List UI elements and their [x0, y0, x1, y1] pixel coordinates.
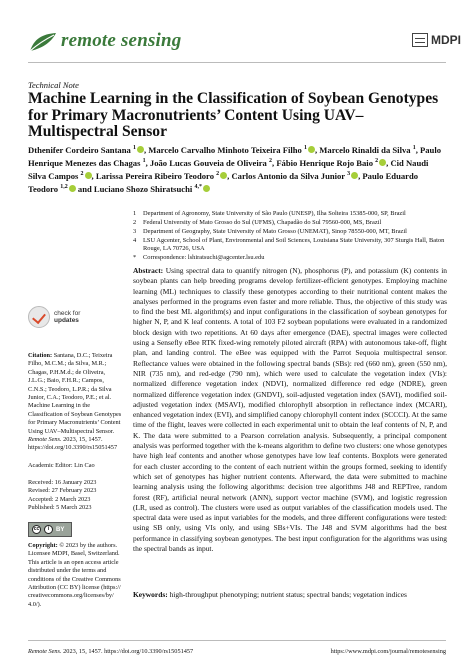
author-affiliation-mark: 1 [142, 158, 146, 165]
author-name: Marcelo Carvalho Minhoto Teixeira Filho [148, 144, 302, 155]
footer-doi-link[interactable]: 2023, 15, 1457. https://doi.org/10.3390/rs15051457 [63, 648, 194, 655]
author-name: Marcelo Rinaldi da Silva [319, 144, 411, 155]
header-rule [28, 62, 446, 63]
author-affiliation-mark: 1 [303, 145, 307, 151]
affiliation-text: Federal University of Mato Grosso do Sul (UFMS), Chapadão do Sul 79560-000, MS, Brazil [143, 219, 382, 226]
revised-date: 27 February 2023 [51, 487, 97, 495]
published-date: 5 March 2023 [56, 504, 92, 512]
check-for-updates-button[interactable] [28, 306, 80, 328]
check-updates-line2: updates [54, 317, 79, 324]
mdpi-icon [412, 33, 428, 47]
affiliation-number: 3 [133, 228, 137, 235]
affiliation-number: * [133, 254, 137, 261]
author-name: Dthenifer Cordeiro Santana [28, 144, 131, 155]
abstract [133, 266, 447, 554]
footer-rule [28, 640, 446, 641]
editor-name: Lin Cao [74, 462, 95, 469]
citation-journal: Remote Sens. [28, 436, 62, 444]
keywords [133, 590, 447, 600]
author-list: Dthenifer Cordeiro Santana $^1$ , Marcelo Carvalho Minhoto Teixeira Filho $^1$ , Marcelo Rinaldi da Silva $^1$, Paulo Henrique Menezes das Chagas $^1$, João Lucas Gouveia de Oliveira $^2$, Fábio Henrique Rojo Baio $^2$ , Cid Naudi Silva Campos $^2$ , Larissa Pereira Ribeiro Teodoro $^2$ , Carlos Antonio da Silva Junior $^3$ , Paulo Eduardo Teodoro $^{1,2}$ and Luciano Shozo Shiratsuchi $^{4,*}$ [28, 144, 442, 195]
orcid-icon[interactable] [203, 185, 210, 192]
citation-text: Santana, D.C.; Teixeira Filho, M.C.M.; da Silva, M.R.; Chagas, P.H.M.d.; de Oliveira, J.L.G.; Baio, F.H.R.; Campos, C.N.S.; Teodoro, L.P.R.; da Silva Junior, C.A.; Teodoro, P.E.; et al. Machine Learning in the Classification of Soybean Genotypes for Primary Macronutrients’ Content Using UAV–Multispectral Sensor. [28, 352, 122, 435]
orcid-icon[interactable] [308, 146, 315, 153]
journal-name: remote sensing [61, 30, 182, 51]
author-name: Luciano Shozo Shiratsuchi [93, 184, 193, 195]
author-affiliation-mark: 3 [347, 171, 351, 178]
author-affiliation-mark: 2 [216, 171, 220, 178]
orcid-icon[interactable] [379, 159, 386, 166]
author-name: João Lucas Gouveia de Oliveira [149, 158, 267, 169]
orcid-icon[interactable] [69, 185, 76, 192]
keywords-label: Keywords: [133, 590, 168, 599]
journal-logo-icon [28, 31, 58, 53]
received-date: 16 January 2023 [54, 479, 97, 486]
cc-icon: cc [33, 526, 40, 532]
orcid-icon[interactable] [220, 172, 227, 179]
accepted-date: 2 March 2023 [55, 495, 91, 503]
author-name: Fábio Henrique Rojo Baio [276, 158, 373, 169]
copyright-label: Copyright: [28, 542, 58, 549]
copyright-block [28, 542, 122, 609]
citation-doi-link[interactable]: 2023, 15, 1457. https://doi.org/10.3390/rs15051457 [28, 436, 118, 452]
affiliation-text: Department of Geography, State University of Mato Grosso (UNEMAT), Sinop 78550-000, MT, Brazil [143, 228, 407, 235]
author-name: Cid Naudi Silva Campos [28, 158, 429, 182]
keywords-text: high-throughput phenotyping; nutrient status; spectral bands; vegetation indices [169, 590, 407, 599]
footer-journal: Remote Sens. [28, 648, 62, 655]
history-dates: Received: 16 January 2023 Revised: 27 February 2023 Accepted: 2 March 2023 Published: 5 March 2023 [28, 479, 97, 512]
page-footer [28, 648, 446, 655]
affiliation-text: Correspondence: lshiratsuchi@agcenter.lsu.edu [143, 254, 265, 261]
citation-label: Citation: [28, 352, 53, 359]
footer-journal-link[interactable]: https://www.mdpi.com/journal/remotesensing [330, 648, 446, 655]
affiliation-item [133, 237, 451, 253]
check-updates-line1: check for [54, 309, 81, 317]
author-affiliation-mark: 2 [375, 158, 379, 165]
author-affiliation-mark: 1 [412, 145, 416, 151]
author-name: Paulo Henrique Menezes das Chagas [28, 144, 442, 169]
article-type: Technical Note [28, 80, 79, 90]
copyright-text: © 2023 by the authors. Licensee MDPI, Basel, Switzerland. This article is an open access article distributed under the terms and conditions of the Creative Commons Attribution (CC BY) license (https:// creativecommons.org/licenses/by/ 4.0/). [28, 542, 121, 608]
author-name: Paulo Eduardo Teodoro [28, 171, 419, 195]
affiliation-text: LSU Agcenter, School of Plant, Environmental and Soil Sciences, Louisiana State University, 307 Sturgis Hall, Baton Rouge, LA 70726, USA [143, 237, 445, 253]
attribution-icon: i [44, 525, 53, 534]
abstract-label: Abstract: [133, 266, 164, 275]
author-affiliation-mark: 1,2 [60, 184, 68, 191]
orcid-icon[interactable] [137, 146, 144, 153]
citation-block [28, 352, 122, 453]
affiliation-item [133, 210, 451, 218]
affiliation-number: 1 [133, 210, 137, 217]
affiliation-text: Department of Agronomy, State University of São Paulo (UNESP), Ilha Solteira 15385-000, SP, Brazil [143, 210, 406, 217]
affiliation-item [133, 219, 451, 227]
orcid-icon[interactable] [351, 172, 358, 179]
article-title: Machine Learning in the Classification of Soybean Genotypes for Primary Macronutrients’ Content Using UAV–Multispectral Sensor [28, 90, 439, 140]
author-name: Larissa Pereira Ribeiro Teodoro [95, 171, 215, 182]
author-affiliation-mark: 2 [80, 171, 84, 178]
affiliation-number: 4 [133, 237, 137, 244]
author-name: Carlos Antonio da Silva Junior [231, 171, 345, 182]
academic-editor: Academic Editor: Lin Cao [28, 462, 95, 469]
author-affiliation-mark: 1 [132, 145, 136, 151]
cc-by-license-badge[interactable]: cc i BY [28, 522, 72, 537]
publisher-logo: MDPI [412, 33, 461, 47]
affiliation-item [133, 254, 451, 262]
author-affiliation-mark: 4,* [194, 184, 202, 191]
abstract-text: Using spectral data to quantify nitrogen (N), phosphorus (P), and potassium (K) contents in soybean plants can help breeding programs develop fertilizer-efficient genotypes. Employing machine learning (ML) techniques to classify these genotypes according to their nutritional content makes the analyses performed in the programs even faster and more reliable. Thus, the objective of this study was to find the best ML algorithm(s) and input configurations in the classification of soybean genotypes for higher N, P, and K leaf contents. A total of 103 F2 soybean populations were evaluated in a randomized block design with two repetitions. At 60 days after emergence (DAE), spectral images were collected using a Sensefly eBee RTK fixed-wing remotely piloted aircraft (RPA) with autonomous take-off, flight plan, and landing control. The eBee was equipped with the Parrot Sequoia multispectral sensor. Reflectance values were obtained in the following spectral bands (SBs): red (660 nm), green (550 nm), NIR (735 nm), and red-edge (790 nm), which were used to calculate the vegetation index (VIs): normalized difference vegetation index (NDVI), normalized difference red edge (NDRE), green normalized difference vegetation index (GNDVI), soil-adjusted vegetation index (SAVI), modified soil-adjusted vegetation index (MSAVI), modified chlorophyll absorption in reflectance index (MCARI), enhanced vegetation index (EVI), and simplified canopy chlorophyll content index (SCCCI). At the same time of the flight, leaves were collected in each experimental unit to obtain the leaf contents of N, P, and K. The data were submitted to a Pearson correlation analysis. Subsequently, a principal component analysis was performed together with the k-means algorithm to define two clusters: one whose genotypes have high leaf contents and another whose genotypes have low leaf contents. Boxplots were generated for each cluster according to the content of each nutrient within the groups formed, seeking to identify which set of genotypes has higher nutrient contents. Afterward, the data were submitted to machine learning analysis using the following algorithms: decision tree algorithms J48 and REPTree, random forest (RF), artificial neural network (ANN), support vector machine (SVM), and logistic regression (LR, used as control). The clusters were used as output variables of the classification models used. The spectral data were used as input variables for the models, and three different configurations were tested: using SB only, using VIs only, and using SBs+VIs. The J48 and SVM algorithms had the best performance in classifying soybean genotypes. The best input configuration for the algorithms was using the spectral bands as input. [133, 266, 448, 554]
author-affiliation-mark: 2 [269, 158, 273, 165]
check-updates-icon [28, 306, 50, 328]
orcid-icon[interactable] [85, 172, 92, 179]
affiliation-item [133, 228, 451, 236]
affiliation-number: 2 [133, 219, 137, 226]
